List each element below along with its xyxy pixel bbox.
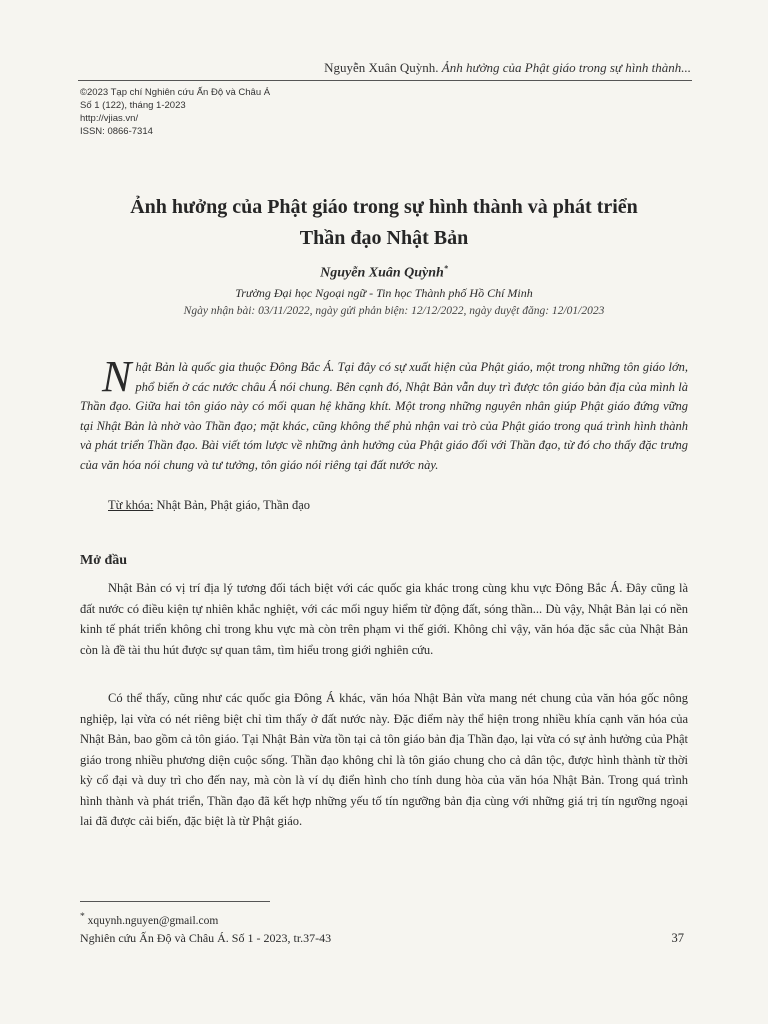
header-divider xyxy=(78,80,692,81)
keywords xyxy=(108,498,310,513)
submission-dates: Ngày nhận bài: 03/11/2022, ngày gửi phản biện: 12/12/2022, ngày duyệt đăng: 12/01/2023 xyxy=(183,305,605,317)
journal-url: http://vjias.vn/ xyxy=(80,113,139,124)
footnote-mark: * xyxy=(80,911,85,922)
footnote xyxy=(80,911,218,927)
abstract xyxy=(80,352,688,475)
article-title-line2: Thần đạo Nhật Bản xyxy=(299,227,469,249)
footer-journal-citation: Nghiên cứu Ấn Độ và Châu Á. Số 1 - 2023, tr.37-43 xyxy=(80,931,332,945)
author-name-text: Nguyễn Xuân Quỳnh xyxy=(320,265,444,281)
journal-info xyxy=(80,86,270,138)
footnote-divider xyxy=(80,901,270,902)
section-heading: Mở đầu xyxy=(80,553,128,568)
journal-issn: ISSN: 0866-7314 xyxy=(80,126,153,137)
running-header-author: Nguyễn Xuân Quỳnh. xyxy=(324,60,439,75)
page-number: 37 xyxy=(671,931,684,945)
body-paragraph-2 xyxy=(80,688,688,832)
author-affiliation: Trường Đại học Ngoại ngữ - Tin học Thành phố Hồ Chí Minh xyxy=(235,286,533,300)
article-title-line1: Ảnh hưởng của Phật giáo trong sự hình thành và phát triển xyxy=(130,196,638,218)
keywords-label: Từ khóa: xyxy=(108,498,154,512)
keywords-value: Nhật Bản, Phật giáo, Thần đạo xyxy=(156,498,310,512)
author-name xyxy=(0,264,768,282)
journal-copyright: ©2023 Tạp chí Nghiên cứu Ấn Độ và Châu Á xyxy=(80,87,271,98)
abstract-dropcap: N xyxy=(102,352,132,401)
paragraph-text: Nhật Bản có vị trí địa lý tương đối tách biệt với các quốc gia khác trong cùng khu vực Đông Bắc Á. Đây cũng là đất nước có điều kiện tự nhiên khắc nghiệt, với các mối nguy hiểm từ động đất, sóng thần... Dù vậy, Nhật Bản lại có nền kinh tế phát triển không chỉ trong khu vực mà còn trên phạm vi thế giới. Không chỉ vậy, văn hóa đặc sắc của Nhật Bản còn là đề tài thu hút được sự quan tâm, tìm hiểu trong giới nghiên cứu. xyxy=(80,581,688,657)
article-title xyxy=(60,192,708,254)
author-footnote-mark: * xyxy=(443,264,448,273)
abstract-text: hật Bản là quốc gia thuộc Đông Bắc Á. Tại đây có sự xuất hiện của Phật giáo, một trong những tôn giáo lớn, phổ biến ở các nước châu Á nói chung. Bên cạnh đó, Nhật Bản vẫn duy trì được tôn giáo bản địa của mình là Thần đạo. Giữa hai tôn giáo này có mối quan hệ khăng khít. Một trong những nguyên nhân giúp Phật giáo đứng vững tại Nhật Bản là nhờ vào Thần đạo; mặt khác, cũng không thể phủ nhận vai trò của Phật giáo trong quá trình hình thành và phát triển Thần đạo. Bài viết tóm lược về những ảnh hưởng của Phật giáo đối với Thần đạo, từ đó cho thấy đặc trưng của văn hóa nói chung và tư tưởng, tôn giáo nói riêng tại đất nước này. xyxy=(80,360,688,472)
journal-issue: Số 1 (122), tháng 1-2023 xyxy=(80,100,186,111)
footnote-email: xquynh.nguyen@gmail.com xyxy=(87,914,219,927)
running-header xyxy=(0,60,691,76)
running-header-title: Ảnh hưởng của Phật giáo trong sự hình thành... xyxy=(441,60,691,75)
body-paragraph-1 xyxy=(80,578,688,660)
paragraph-text: Có thể thấy, cũng như các quốc gia Đông Á khác, văn hóa Nhật Bản vừa mang nét chung của văn hóa gốc nông nghiệp, lại vừa có nét riêng biệt chỉ tìm thấy ở đất nước này. Đặc điểm này thể hiện trong nhiều khía cạnh văn hóa của Nhật Bản, bao gồm cả tôn giáo. Tại Nhật Bản vừa tồn tại cả tôn giáo bản địa Thần đạo, lại vừa có sự ảnh hưởng của Phật giáo trong nhiều phương diện cuộc sống. Thần đạo không chỉ là tôn giáo chung cho cả dân tộc, được hình thành từ thời kỳ cổ đại và duy trì cho đến nay, mà còn là ví dụ điển hình cho tính dung hòa của văn hóa Nhật Bản. Trong quá trình hình thành và phát triển, Thần đạo đã kết hợp những yếu tố tín ngưỡng bản địa cùng với những giá trị tín ngưỡng ngoại lai đã được cải biến, đặc biệt là từ Phật giáo. xyxy=(80,691,688,828)
